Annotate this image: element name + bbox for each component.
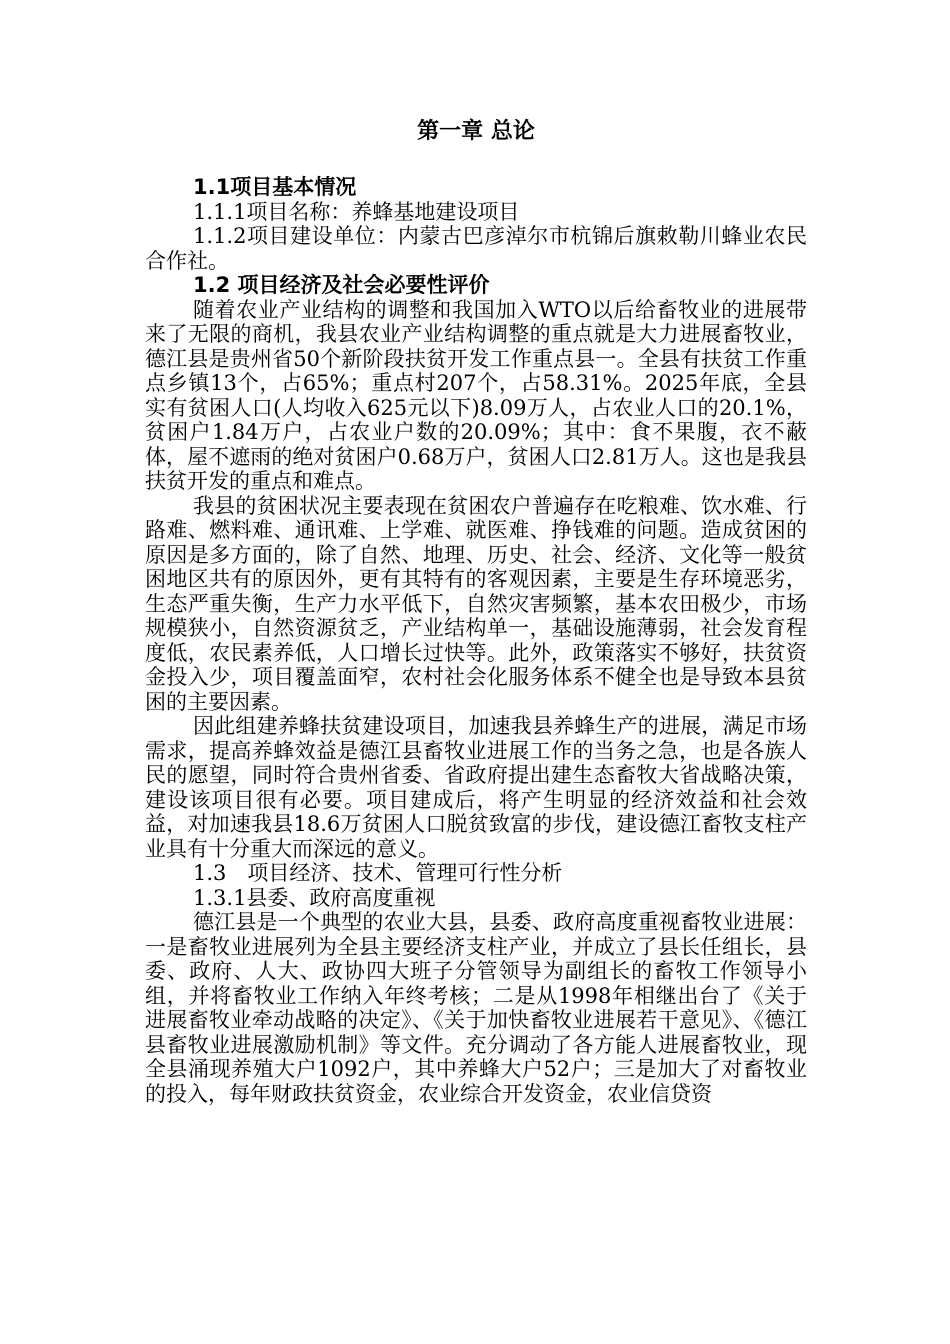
paragraph-government-support: 德江县是一个典型的农业大县，县委、政府高度重视畜牧业进展：一是畜牧业进展列为全县主要经济支柱产业，并成立了县长任组长，县委、政府、人大、政协四大班子分管领导为副组长的畜牧工作领导小组，并将畜牧业工作纳入年终考核；二是从1998年相继出台了《关于进展畜牧业牵动战略的决定》、《关于加快畜牧业进展若干意见》、《德江县畜牧业进展激励机制》等文件。充分调动了各方能人进展畜牧业，现全县涌现养殖大户1092户，其中养蜂大户52户；三是加大了对畜牧业的投入，每年财政扶贫资金，农业综合开发资金，农业信贷资	[145, 910, 807, 1106]
document-page	[145, 118, 807, 1106]
subsection-heading-1-3-1: 1.3.1县委、政府高度重视	[193, 885, 436, 910]
section-heading-1-1: 1.1项目基本情况	[193, 175, 357, 199]
paragraph-background: 随着农业产业结构的调整和我国加入WTO以后给畜牧业的进展带来了无限的商机，我县农业产业结构调整的重点就是大力进展畜牧业，德江县是贵州省50个新阶段扶贫开发工作重点县一。全县有扶贫工作重点乡镇13个，占65%；重点村207个，占58.31%。2025年底，全县实有贫困人口(人均收入625元以下)8.09万人，占农业人口的20.1%，贫困户1.84万户，占农业户数的20.09%；其中：食不果腹，衣不蔽体，屋不遮雨的绝对贫困户0.68万户，贫困人口2.81万人。这也是我县扶贫开发的重点和难点。	[145, 297, 807, 493]
section-heading-1-2: 1.2 项目经济及社会必要性评价	[193, 273, 490, 297]
paragraph-project-necessity: 因此组建养蜂扶贫建设项目，加速我县养蜂生产的进展，满足市场需求，提高养蜂效益是德江县畜牧业进展工作的当务之急，也是各族人民的愿望，同时符合贵州省委、省政府提出建生态畜牧大省战略决策，建设该项目很有必要。项目建成后，将产生明显的经济效益和社会效益，对加速我县18.6万贫困人口脱贫致富的步伐，建设德江畜牧支柱产业具有十分重大而深远的意义。	[145, 714, 807, 861]
paragraph-poverty-status: 我县的贫困状况主要表现在贫困农户普遍存在吃粮难、饮水难、行路难、燃料难、通讯难、上学难、就医难、挣钱难的问题。造成贫困的原因是多方面的，除了自然、地理、历史、社会、经济、文化等一般贫困地区共有的原因外，更有其特有的客观因素，主要是生存环境恶劣，生态严重失衡，生产力水平低下，自然灾害频繁，基本农田极少，市场规模狭小，自然资源贫乏，产业结构单一，基础设施薄弱，社会发育程度低，农民素养低，人口增长过快等。此外，政策落实不够好，扶贫资金投入少，项目覆盖面窄，农村社会化服务体系不健全也是导致本县贫困的主要因素。	[145, 493, 807, 714]
section-heading-1-3: 1.3 项目经济、技术、管理可行性分析	[193, 861, 563, 885]
project-name-line: 1.1.1项目名称：养蜂基地建设项目	[193, 199, 520, 224]
project-unit-line: 1.1.2项目建设单位：内蒙古巴彦淖尔市杭锦后旗敕勒川蜂业农民合作社。	[145, 224, 807, 273]
chapter-title: 第一章 总论	[417, 119, 535, 144]
